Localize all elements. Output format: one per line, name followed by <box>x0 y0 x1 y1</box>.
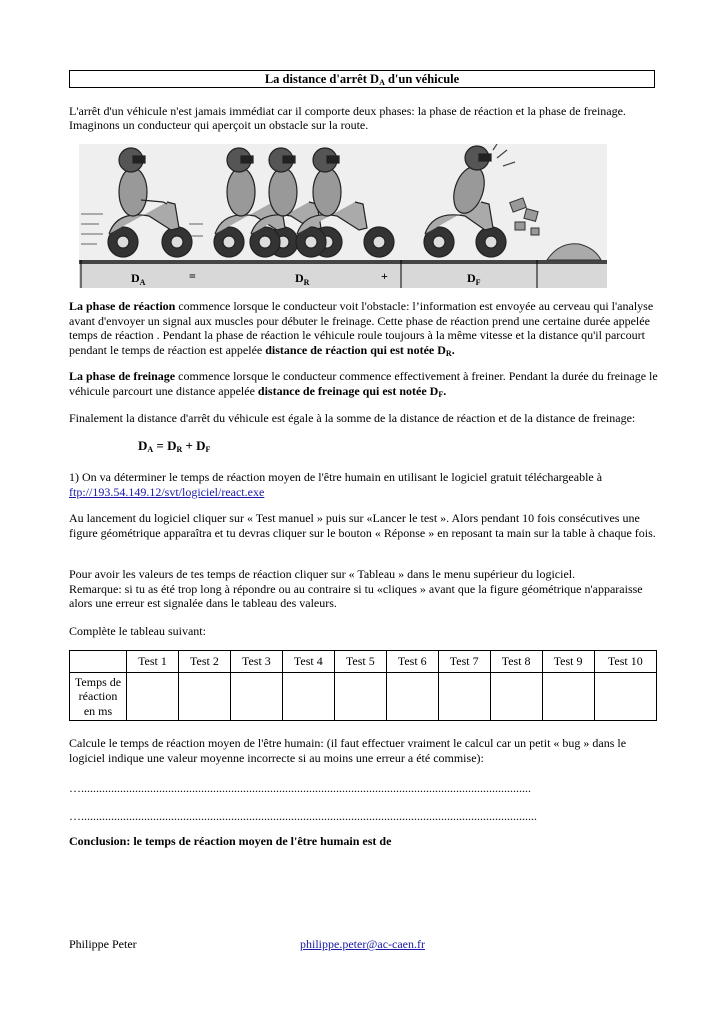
value-cell[interactable] <box>490 673 542 721</box>
label-dr: $D_R$ <box>295 271 310 287</box>
question-1: 1) On va déterminer le temps de réaction moyen de l'être humain en utilisant le logiciel gratuit téléchargeable à ftp://193.54.149.12/svt/logiciel/react.exe <box>69 470 603 499</box>
table-header-cell: Test 7 <box>438 651 490 673</box>
label-df: $D_F$ <box>467 271 481 287</box>
value-cell[interactable] <box>594 673 656 721</box>
table-header-cell: Test 8 <box>490 651 542 673</box>
answer-line-1[interactable]: …...................................................................................................................................................... <box>69 781 531 795</box>
table-header-cell <box>70 651 127 673</box>
value-cell[interactable] <box>438 673 490 721</box>
footer-author: Philippe Peter <box>69 937 137 951</box>
values-paragraph: Pour avoir les valeurs de tes temps de réaction cliquer sur « Tableau » dans le menu supérieur du logiciel. Remarque: si tu as été trop long à répondre ou au contraire si tu «cliques » avant que la figure géométrique n'apparaisse alors une erreur est signalée dans le tableau des valeurs. <box>69 567 643 610</box>
conclusion: Conclusion: le temps de réaction moyen de l'être humain est de <box>69 834 392 848</box>
table-header-cell: Test 3 <box>230 651 282 673</box>
intro-line-1: L'arrêt d'un véhicule n'est jamais immédiat car il comporte deux phases: la phase de réaction et la phase de freinage. <box>69 104 626 118</box>
label-plus: + <box>381 269 388 283</box>
page-title: La distance d'arrêt $D_A$ d'un véhicule <box>69 70 655 88</box>
row-label: Temps de réaction en ms <box>70 673 127 721</box>
reaction-paragraph: La phase de réaction commence lorsque le conducteur voit l'obstacle: l’information est envoyée au cerveau qui l'analyse avant d'envoyer un signal aux muscles pour débuter le freinage. Cette phase de réaction prend une certaine durée appelée temps de réaction . Pendant la phase de réaction le véhicule roule toujours à la même vitesse et la distance qu'il parcourt pendant le temps de réaction est appelée distance de réaction qui est notée $D_R$. <box>69 299 654 358</box>
results-table <box>69 650 657 721</box>
value-cell[interactable] <box>282 673 334 721</box>
table-header-row <box>70 651 657 673</box>
label-equals: = <box>189 269 196 283</box>
download-link[interactable]: ftp://193.54.149.12/svt/logiciel/react.exe <box>69 484 265 499</box>
value-cell[interactable] <box>230 673 282 721</box>
footer-email-link[interactable]: philippe.peter@ac-caen.fr <box>300 937 425 951</box>
braking-paragraph: La phase de freinage commence lorsque le conducteur commence effectivement à freiner. Pendant la durée du freinage le véhicule parcourt une distance appelée distance de freinage qui est notée $D_F$. <box>69 369 658 399</box>
final-sentence: Finalement la distance d'arrêt du véhicule est égale à la somme de la distance de réaction et de la distance de freinage: <box>69 411 636 425</box>
table-row <box>70 673 657 721</box>
label-da: $D_A$ <box>131 271 146 287</box>
table-header-cell: Test 9 <box>542 651 594 673</box>
table-header-cell: Test 1 <box>127 651 179 673</box>
intro-line-2: Imaginons un conducteur qui aperçoit un obstacle sur la route. <box>69 118 369 132</box>
value-cell[interactable] <box>178 673 230 721</box>
value-cell[interactable] <box>386 673 438 721</box>
table-header-cell: Test 10 <box>594 651 656 673</box>
stopping-distance-illustration <box>79 144 607 290</box>
answer-line-2[interactable]: …........................................................................................................................................................ <box>69 809 537 823</box>
launch-paragraph: Au lancement du logiciel cliquer sur « Test manuel » puis sur «Lancer le test ». Alors pendant 10 fois consécutives une figure géométrique apparaîtra et tu devras cliquer sur le bouton « Réponse » en reposant ta main sur la table à chaque fois. <box>69 511 656 540</box>
value-cell[interactable] <box>334 673 386 721</box>
calc-instruction: Calcule le temps de réaction moyen de l'être humain: (il faut effectuer vraiment le calcul car un petit « bug » dans le logiciel indique une valeur moyenne incorrecte si au moins une erreur a été commise): <box>69 736 627 765</box>
table-header-cell: Test 5 <box>334 651 386 673</box>
table-header-cell: Test 6 <box>386 651 438 673</box>
value-cell[interactable] <box>542 673 594 721</box>
table-header-cell: Test 4 <box>282 651 334 673</box>
value-cell[interactable] <box>127 673 179 721</box>
formula: $D_A = D_R + D_F$ <box>138 438 211 454</box>
complete-instruction: Complète le tableau suivant: <box>69 624 206 638</box>
table-header-cell: Test 2 <box>178 651 230 673</box>
